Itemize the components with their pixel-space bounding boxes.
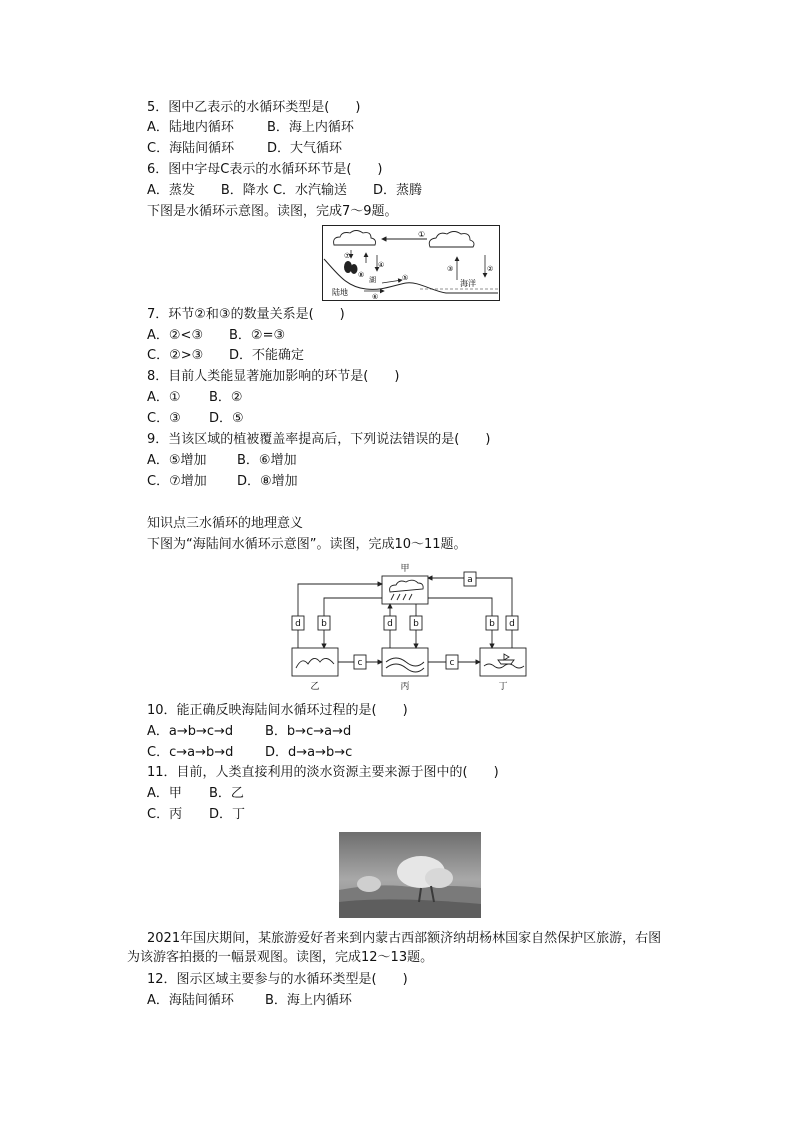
q10-option-b: B．b→c→a→d	[265, 724, 352, 739]
label-4: ④	[378, 261, 385, 269]
q11-option-a: A．甲	[147, 786, 182, 801]
q11-stem: 11．目前，人类直接利用的淡水资源主要来源于图中的( )	[147, 765, 499, 780]
q8-option-c: C．③	[147, 411, 181, 426]
q10-option-a: A．a→b→c→d	[147, 724, 234, 739]
q9-options-cd	[147, 473, 298, 491]
q8-options-cd	[147, 410, 244, 428]
q12-option-a: A．海陆间循环	[147, 993, 234, 1008]
q12-stem: 12．图示区域主要参与的水循环类型是( )	[147, 972, 408, 987]
q5-option-c: C．海陆间循环	[147, 141, 235, 156]
intro-10-11: 下图为“海陆间水循环示意图”。读图，完成10～11题。	[147, 537, 467, 552]
q11-option-b: B．乙	[209, 786, 244, 801]
q8-option-a: A．①	[147, 390, 181, 405]
q7-options-ab	[147, 327, 285, 345]
label-d-ding: d	[509, 619, 515, 629]
label-a: a	[467, 575, 473, 585]
label-c-right: c	[449, 658, 455, 668]
reading-paragraph: 2021年国庆期间，某旅游爱好者来到内蒙古西部额济纳胡杨林国家自然保护区旅游，右图为该游客拍摄的一幅景观图。读图，完成12～13题。	[127, 931, 662, 965]
section-heading: 知识点三水循环的地理意义	[147, 516, 304, 531]
q10-stem: 10．能正确反映海陆间水循环过程的是( )	[147, 703, 408, 718]
label-1: ①	[418, 230, 426, 239]
q9-option-c: C．⑦增加	[147, 474, 207, 489]
q10-option-c: C．c→a→b→d	[147, 745, 234, 760]
q6-stem: 6．图中字母C表示的水循环环节是( )	[147, 162, 383, 177]
q9-option-d: D．⑧增加	[237, 474, 298, 489]
sea-land-cycle-diagram	[286, 558, 532, 692]
label-d-bing: d	[387, 619, 393, 629]
q8-stem: 8．目前人类能显著施加影响的环节是( )	[147, 369, 400, 384]
label-7: ⑦	[344, 252, 351, 260]
q7-options-cd	[147, 347, 304, 365]
q9-stem: 9．当该区域的植被覆盖率提高后，下列说法错误的是( )	[147, 432, 491, 447]
q5-options-cd	[147, 140, 342, 158]
box-bing	[382, 648, 428, 676]
q9-options-ab	[147, 452, 297, 470]
q8-option-d: D．⑤	[209, 411, 244, 426]
q10-options-ab	[147, 723, 351, 741]
label-b-yi: b	[321, 619, 327, 629]
q5-stem: 5．图中乙表示的水循环类型是( )	[147, 100, 361, 115]
label-5: ⑤	[402, 274, 409, 282]
label-jia: 甲	[400, 564, 410, 574]
label-b-ding: b	[489, 619, 495, 629]
intro-7-9: 下图是水循环示意图。读图，完成7～9题。	[147, 204, 398, 219]
q12-options-ab	[147, 992, 352, 1010]
q11-option-d: D．丁	[209, 807, 246, 822]
q7-option-d: D．不能确定	[229, 348, 305, 363]
q9-option-b: B．⑥增加	[237, 453, 297, 468]
label-bing: 丙	[400, 682, 410, 692]
label-6: ⑥	[372, 293, 379, 301]
q5-option-d: D．大气循环	[267, 141, 343, 156]
lake-label: 湖	[369, 276, 376, 284]
label-b-bing: b	[413, 619, 419, 629]
box-ding	[480, 648, 526, 676]
q12-option-b: B．海上内循环	[265, 993, 352, 1008]
label-ding: 丁	[498, 682, 508, 692]
box-yi	[292, 648, 338, 676]
q7-option-a: A．②<③	[147, 328, 204, 343]
q6-options: A．蒸发 B．降水 C．水汽输送 D．蒸腾	[147, 183, 423, 198]
q11-options-cd	[147, 806, 245, 824]
label-d-yi: d	[295, 619, 301, 629]
q11-option-c: C．丙	[147, 807, 183, 822]
label-2: ②	[487, 265, 494, 273]
q5-option-a: A．陆地内循环	[147, 120, 234, 135]
box-jia	[382, 576, 428, 604]
q11-options-ab	[147, 785, 244, 803]
land-label: 陆地	[332, 288, 348, 297]
q7-option-b: B．②=③	[229, 328, 286, 343]
q10-option-d: D．d→a→b→c	[265, 745, 353, 760]
q5-option-b: B．海上内循环	[267, 120, 354, 135]
q7-stem: 7．环节②和③的数量关系是( )	[147, 307, 345, 322]
q5-options-ab	[147, 119, 354, 137]
sea-label: 海洋	[460, 279, 476, 288]
label-c-left: c	[357, 658, 363, 668]
q8-options-ab	[147, 389, 243, 407]
q8-option-b: B．②	[209, 390, 243, 405]
label-8: ⑧	[358, 271, 365, 279]
water-cycle-diagram	[322, 225, 500, 301]
poplar-landscape-photo	[339, 832, 481, 918]
q9-option-a: A．⑤增加	[147, 453, 207, 468]
label-3: ③	[447, 265, 454, 273]
q10-options-cd	[147, 744, 352, 762]
label-yi: 乙	[310, 682, 320, 692]
q7-option-c: C．②>③	[147, 348, 204, 363]
